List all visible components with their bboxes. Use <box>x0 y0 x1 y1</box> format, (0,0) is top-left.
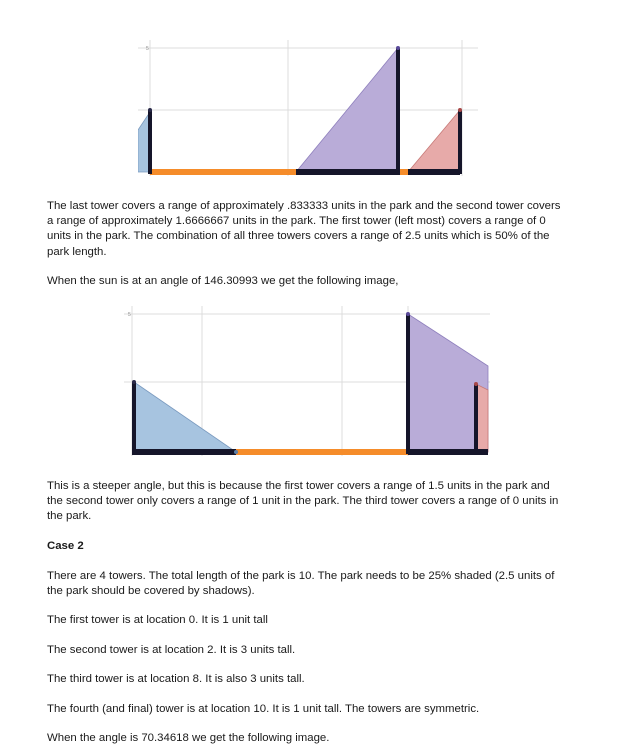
shadow-end-point <box>234 450 238 454</box>
figure-2-shadow-plot <box>124 306 490 458</box>
tower-3-top-point <box>474 382 478 386</box>
paragraph-angle-146: When the sun is at an angle of 146.30993 we get the following image, <box>47 275 399 287</box>
tower-1-top-point <box>148 108 152 112</box>
shadow-tower-3 <box>408 110 460 172</box>
paragraph-tower-ranges: The last tower covers a range of approximately .833333 units in the park and the second tower covers a range of approximately 1.6666667 units in the park. The first tower (left most) covers a range of 0 units in the park. The combination of all three towers covers a range of 2.5 units which is 50% of the park length. <box>47 200 561 258</box>
figure-1-shadow-plot <box>138 40 478 178</box>
axis-tick-label: 5 <box>128 312 131 318</box>
tower-2-top-point <box>406 312 410 316</box>
tower-3-top-point <box>458 108 462 112</box>
paragraph-steeper-angle: This is a steeper angle, but this is because the first tower covers a range of 1.5 units in the park and the second tower only covers a range of 1 unit in the park. The third tower covers a range of 0 units in the park. <box>47 480 559 523</box>
axis-tick-label: 5 <box>146 46 149 52</box>
paragraph-third-tower: The third tower is at location 8. It is also 3 units tall. <box>47 673 305 685</box>
paragraph-angle-70: When the angle is 70.34618 we get the following image. <box>47 732 330 744</box>
shadow-tower-1 <box>134 382 236 452</box>
tower-2-top-point <box>396 46 400 50</box>
paragraph-second-tower: The second tower is at location 2. It is 3 units tall. <box>47 644 296 656</box>
case-2-heading: Case 2 <box>47 540 84 552</box>
paragraph-fourth-tower: The fourth (and final) tower is at location 10. It is 1 unit tall. The towers are symmetric. <box>47 703 480 715</box>
tower-1-top-point <box>132 380 136 384</box>
paragraph-first-tower: The first tower is at location 0. It is 1 unit tall <box>47 614 268 626</box>
paragraph-case-2-intro: There are 4 towers. The total length of the park is 10. The park needs to be 25% shaded (2.5 units of the park should be covered by shadows). <box>47 570 555 598</box>
